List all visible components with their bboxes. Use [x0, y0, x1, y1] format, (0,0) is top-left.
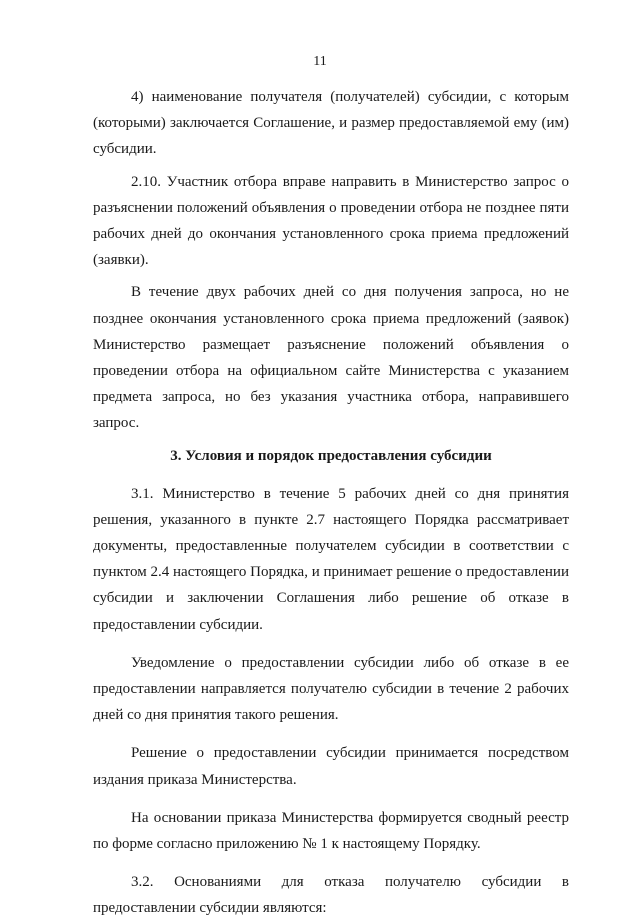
paragraph-3-1: 3.1. Министерство в течение 5 рабочих дней со дня принятия решения, указанного в пункте 2.7 настоящего Порядка рассматривает документы, предоставленные получателем субсидии в соответствии с пунктом 2.4 настоящего Порядка, и принимает решение о предоставлении субсидии и заключении Соглашения либо решение об отказе в предоставлении субсидии. — [93, 485, 569, 633]
section-heading: 3. Условия и порядок предоставления субсидии — [170, 447, 492, 464]
document-body — [93, 84, 569, 922]
paragraph-registry: На основании приказа Министерства формируется сводный реестр по форме согласно приложению № 1 к настоящему Порядку. — [93, 809, 569, 853]
paragraph-notification: Уведомление о предоставлении субсидии либо об отказе в ее предоставлении направляется получателю субсидии в течение 2 рабочих дней со дня принятия такого решения. — [93, 654, 569, 724]
paragraph-decision: Решение о предоставлении субсидии принимается посредством издания приказа Министерства. — [93, 745, 569, 788]
paragraph-recipient-name: 4) наименование получателя (получателей) субсидии, с которым (которыми) заключается Соглашение, и размер предоставляемой ему (им) субсидии. — [93, 89, 569, 158]
paragraph-clarification-deadline: В течение двух рабочих дней со дня получения запроса, но не позднее окончания установленного срока приема предложений (заявок) Министерство размещает разъяснение положений объявления о проведении отбора на официальном сайте Министерства с указанием предмета запроса, но без указания участника отбора, направившего запрос. — [93, 284, 569, 432]
paragraph-2-10: 2.10. Участник отбора вправе направить в Министерство запрос о разъяснении положений объявления о проведении отбора не позднее пяти рабочих дней до окончания установленного срока приема предложений (заявки). — [93, 173, 569, 269]
paragraph-3-2: 3.2. Основаниями для отказа получателю субсидии в предоставлении субсидии являются: — [93, 874, 569, 917]
page-number: 11 — [313, 54, 327, 69]
